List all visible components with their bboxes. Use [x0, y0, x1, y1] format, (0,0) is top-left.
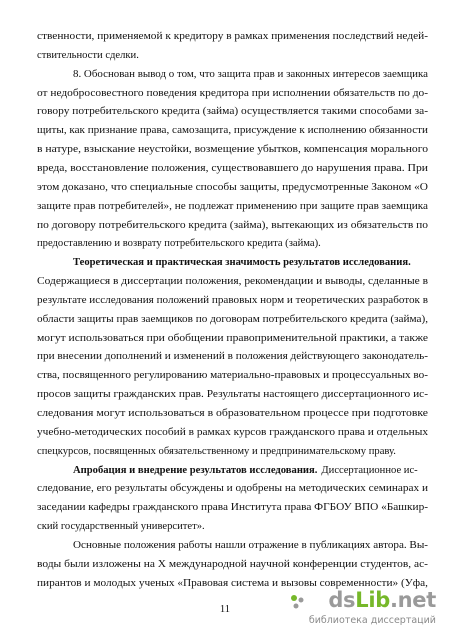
page-number: 11: [219, 604, 231, 615]
document-page: ственности, применяемой к кредитору в рамках применения последствий недей- ствительности сделки. 8. Обоснован вывод о том, что защита прав и законных интересов заемщика от недобросовестного поведения кредитора при исполнении обязательств по до- говору потребительского кредита (займа) осуществляется такими способами за- щиты, как признание права, самозащита, присуждение к исполнению обязанности в натуре, взыскание неустойки, возмещение убытков, компенсация морального вреда, восстановление положения, существовавшего до нарушения права. При этом доказано, что специальные способы защиты, предусмотренные Законом «О защите прав потребителей», не подлежат применению при защите прав заемщика по договору потребительского кредита (займа), вытекающих из обязательств по предоставлению и возврату потребительского кредита (займа). Теоретическая и практическая значимость результатов исследования. Содержащиеся в диссертации положения, рекомендации и выводы, сделанные в результате исследования положений правовых норм и теоретических разработок в области защиты прав заемщиков по договорам потребительского кредита (займа), могут использоваться при обобщении правоприменительной практики, а также при внесении дополнений и изменений в положения действующего законодатель- ства, посвященного регулированию материально-правовых и процессуальных во- просов защиты гражданских прав. Результаты настоящего диссертационного ис- следования могут использоваться в образовательном процессе при подготовке учебно-методических пособий в рамках курсов гражданского права и отдельных спецкурсов, посвященных обязательственному и предпринимательскому праву. Апробация и внедрение результатов исследования. Дисcертационное ис- следование, его результаты обсуждены и одобрены на методических семинарах и заседании кафедры гражданского права Института права ФГБОУ ВПО «Башкир- ский государственный университет». Основные положения работы нашли отражение в публикациях автора. Вы- воды были изложены на X международной научной конференции студентов, ас- пирантов и молодых ученых «Правовая система и вызовы современности» (Уфа,: [37, 31, 428, 589]
watermark-subtitle: библиотека диссертаций: [308, 615, 436, 626]
dslib-logo: dsLib.net: [328, 588, 436, 612]
